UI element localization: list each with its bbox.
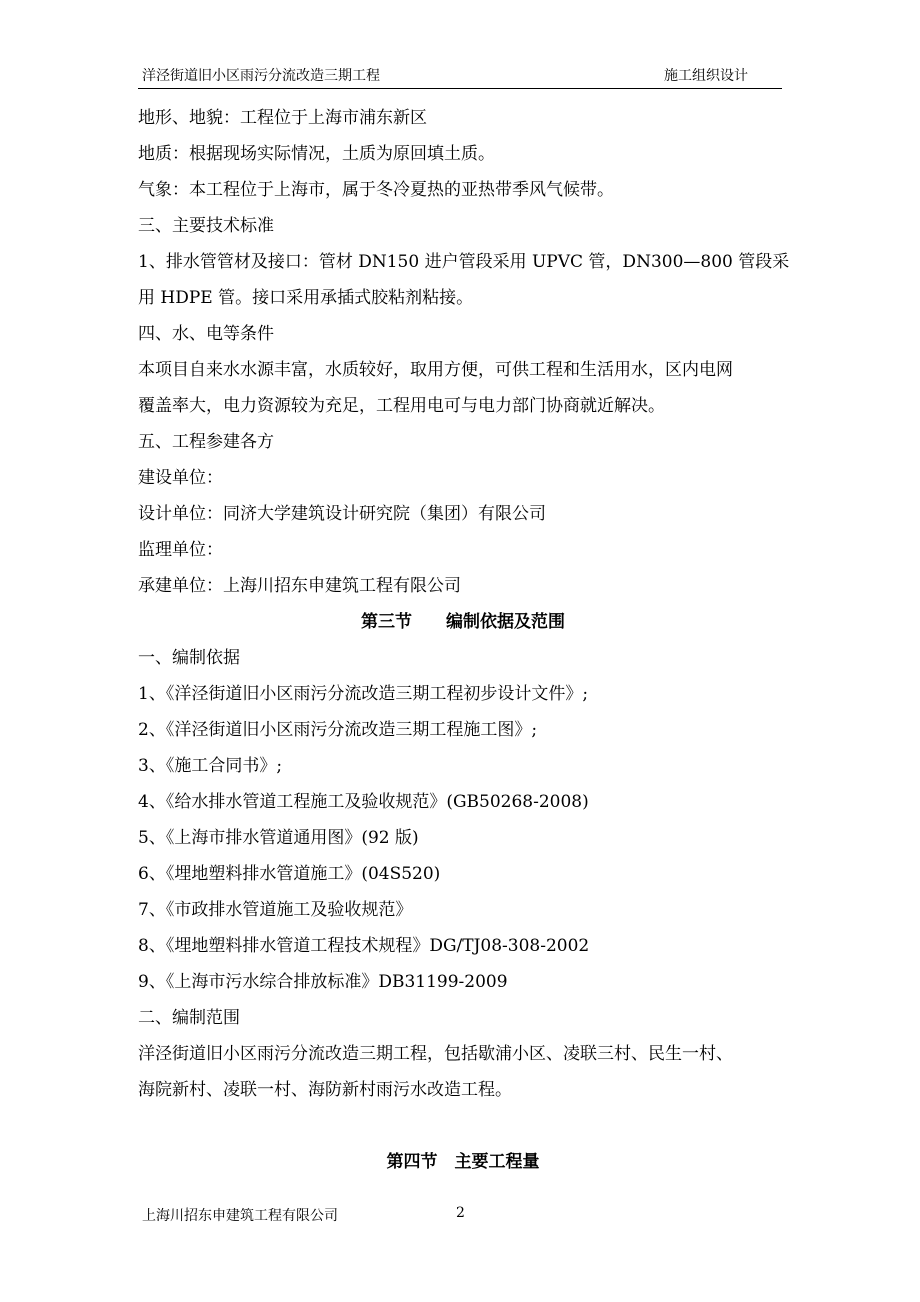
contractor-unit: 承建单位：上海川招东申建筑工程有限公司 (138, 576, 461, 596)
section-title-3: 第三节 编制依据及范围 (361, 612, 565, 632)
header-project-name: 洋泾街道旧小区雨污分流改造三期工程 (142, 68, 380, 84)
supervision-unit: 监理单位： (138, 540, 223, 560)
section-heading-technical-standards: 三、主要技术标准 (138, 216, 274, 236)
heading-basis: 一、编制依据 (138, 648, 240, 668)
basis-item-8: 8、《埋地塑料排水管道工程技术规程》DG/TJ08-308-2002 (138, 936, 590, 956)
footer-company: 上海川招东申建筑工程有限公司 (142, 1208, 338, 1224)
utilities-paragraph-line-2: 覆盖率大，电力资源较为充足，工程用电可与电力部门协商就近解决。 (138, 396, 665, 416)
scope-paragraph-line-2: 海院新村、凌联一村、海防新村雨污水改造工程。 (138, 1080, 512, 1100)
basis-item-5: 5、《上海市排水管道通用图》(92 版) (138, 828, 419, 848)
section-heading-parties: 五、工程参建各方 (138, 432, 274, 452)
blank-line (138, 1108, 788, 1144)
basis-item-3: 3、《施工合同书》; (138, 756, 283, 776)
document-body (138, 100, 788, 1180)
page-number: 2 (456, 1205, 465, 1221)
page-footer (142, 1205, 782, 1225)
header-document-type: 施工组织设计 (664, 68, 748, 84)
scope-paragraph-line-1: 洋泾街道旧小区雨污分流改造三期工程，包括歇浦小区、凌联三村、民生一村、 (138, 1044, 733, 1064)
basis-item-4: 4、《给水排水管道工程施工及验收规范》(GB50268-2008) (138, 792, 589, 812)
design-unit: 设计单位：同济大学建筑设计研究院（集团）有限公司 (138, 504, 546, 524)
owner-unit: 建设单位： (138, 468, 223, 488)
utilities-paragraph-line-1: 本项目自来水水源丰富，水质较好，取用方便，可供工程和生活用水，区内电网 (138, 360, 733, 380)
section-title-4: 第四节 主要工程量 (386, 1152, 540, 1172)
section-heading-utilities: 四、水、电等条件 (138, 324, 274, 344)
terrain-line: 地形、地貌：工程位于上海市浦东新区 (138, 108, 427, 128)
page-header (138, 62, 782, 89)
basis-item-9: 9、《上海市污水综合排放标准》DB31199-2009 (138, 972, 508, 992)
heading-scope: 二、编制范围 (138, 1008, 240, 1028)
climate-line: 气象：本工程位于上海市，属于冬冷夏热的亚热带季风气候带。 (138, 180, 614, 200)
basis-item-1: 1、《洋泾街道旧小区雨污分流改造三期工程初步设计文件》; (138, 684, 589, 704)
pipe-material-line-2: 用 HDPE 管。接口采用承插式胶粘剂粘接。 (138, 288, 474, 308)
basis-item-2: 2、《洋泾街道旧小区雨污分流改造三期工程施工图》; (138, 720, 538, 740)
geology-line: 地质：根据现场实际情况，土质为原回填土质。 (138, 144, 495, 164)
basis-item-6: 6、《埋地塑料排水管道施工》(04S520) (138, 864, 441, 884)
pipe-material-line-1: 1、排水管管材及接口：管材 DN150 进户管段采用 UPVC 管，DN300—800 管段采 (138, 252, 790, 272)
basis-item-7: 7、《市政排水管道施工及验收规范》 (138, 900, 413, 920)
